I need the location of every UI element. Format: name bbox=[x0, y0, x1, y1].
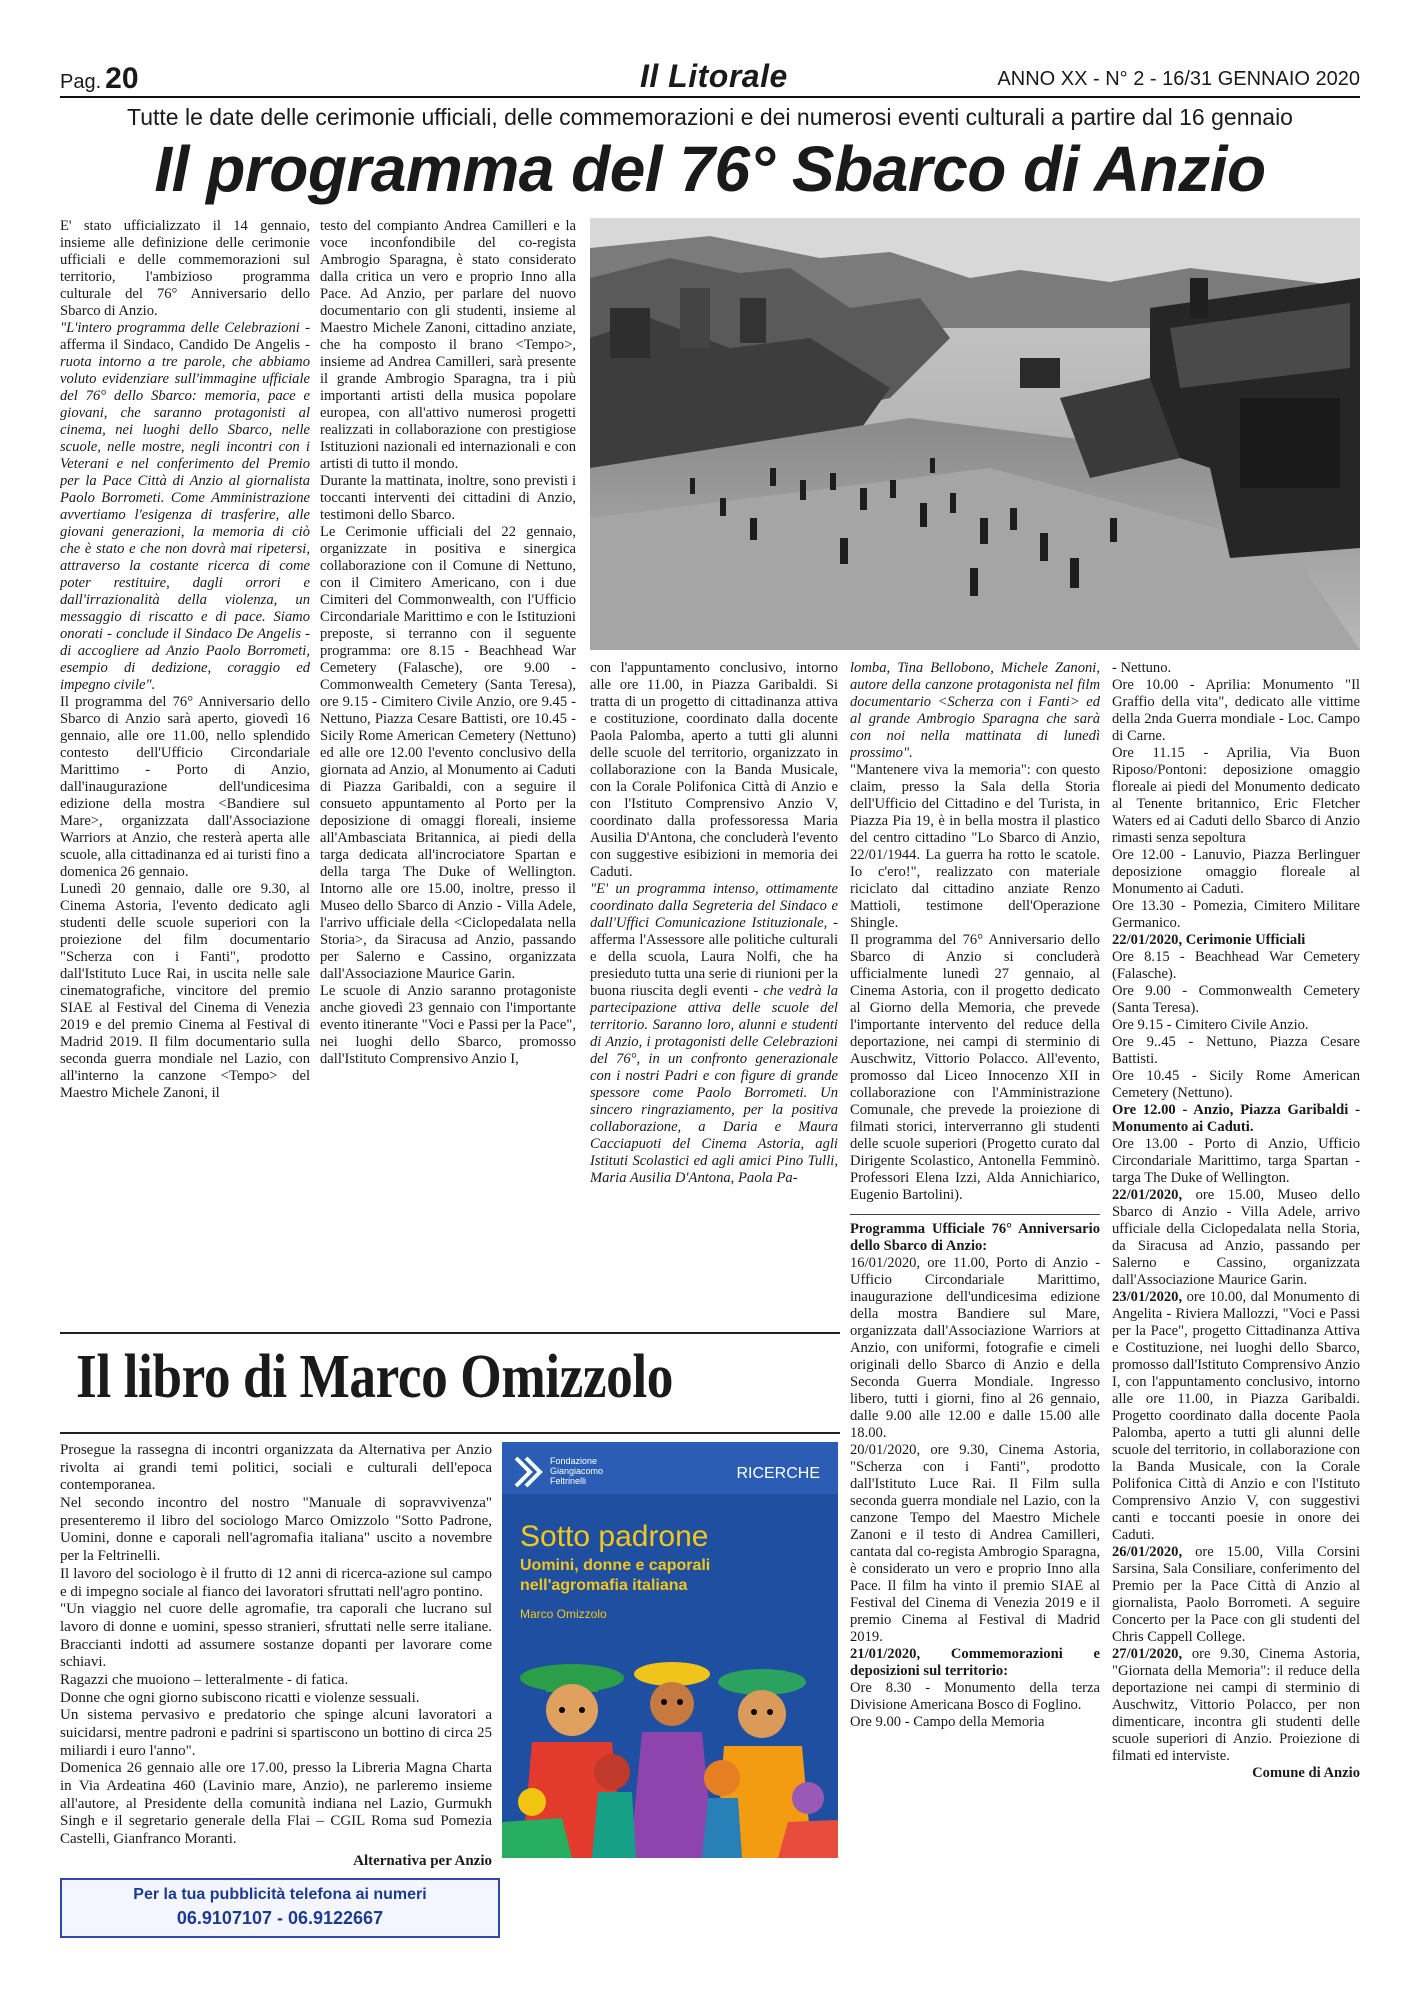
article-headline: Il programma del 76° Sbarco di Anzio bbox=[154, 133, 1266, 205]
paragraph: Durante la mattinata, inoltre, sono previsti i toccanti interventi dei cittadini di Anzio, testimoni dello Sbarco. bbox=[320, 473, 576, 523]
article-kicker: Tutte le date delle cerimonie ufficiali, delle commemorazioni e dei numerosi eventi culturali a partire dal 16 gennaio bbox=[127, 104, 1293, 130]
program-item: Ore 8.30 - Monumento della terza Divisione Americana Bosco di Foglino. bbox=[850, 1680, 1100, 1713]
article-signature: Comune di Anzio bbox=[1252, 1765, 1360, 1781]
article-column-2 bbox=[320, 218, 576, 1330]
program-item: 20/01/2020, ore 9.30, Cinema Astoria, "Scherza con i Fanti", prodotto dall'Istituto Luce Rai. Il Film sulla seconda guerra mondiale nel Lazio, con la canzone Tempo del Maestro Michele Zanoni e il testo di Andrea Camilleri, cantata dal co-regista Ambrogio Sparagna, è considerato un vero e proprio Inno alla Pace. Il film ha vinto il premio SIAE al Festival del Cinema di Venezia 2019 e il premio Cinema al Festival di Madrid 2019. bbox=[850, 1442, 1100, 1645]
program-item: - Nettuno. bbox=[1112, 660, 1172, 676]
program-item: 16/01/2020, ore 11.00, Porto di Anzio - Ufficio Circondariale Marittimo, inaugurazione dell'undicesima edizione della mostra Bandiere sul Mare, organizzata dall'Associazione Warriors at Anzio, con uniformi, fotografie e cimeli originali dello Sbarco di Anzio e della Seconda Guerra Mondiale. Ingresso libero, tutti i giorni, fino al 26 gennaio, dalle 9.00 alle 12.00 e dalle 15.00 alle 18.00. bbox=[850, 1255, 1100, 1441]
program-item: Ore 11.15 - Aprilia, Via Buon Riposo/Pontoni: deposizione omaggio floreale ai piedi del Monumento dedicato al Tenente britannico, Eric Fletcher Waters ed ai Caduti dello Sbarco di Anzio rimasti senza sepoltura bbox=[1112, 745, 1360, 846]
paragraph: Ragazzi che muoiono – letteralmente - di fatica. bbox=[60, 1671, 349, 1688]
paragraph: Le scuole di Anzio saranno protagoniste anche giovedì 23 gennaio con l'importante evento itinerante "Voci e Passi per la Pace", nei luoghi dello Sbarco, promosso dall'Istituto Comprensivo Anzio I, bbox=[320, 983, 576, 1067]
book-article bbox=[60, 1442, 492, 1871]
program-item: Ore 8.15 - Beachhead War Cemetery (Falasche). bbox=[1112, 949, 1360, 982]
program-subtitle: Ore 12.00 - Anzio, Piazza Garibaldi - Monumento ai Caduti. bbox=[1112, 1102, 1360, 1135]
cover-author: Marco Omizzolo bbox=[520, 1607, 607, 1621]
paragraph: Donne che ogni giorno subiscono ricatti e violenze sessuali. bbox=[60, 1689, 420, 1706]
quote-paragraph: "E' un programma intenso, ottimamente coordinato dalla Segreteria del Sindaco e dall'Uffici Comunicazione Istituzionale, - afferma l'Assessore alle politiche culturali e della scuola, Laura Nolfi, che ha presieduto tutta una serie di riunioni per la buona riuscita degli eventi - che vedrà la partecipazione attiva delle scuole del territorio. Saranno loro, alunni e studenti di Anzio, i protagonisti delle Celebrazioni del 76°, in un confronto generazionale con i nostri Padri e con figure di grande spessore come Paolo Borrometi. Un sincero ringraziamento, per la positiva collaborazione, a Daria e Maura Cacciapuoti del Cinema Astoria, agli Istituti Scolastici ed agli amici Pino Tulli, Maria Ausilia D'Antona, Paola Pa- bbox=[590, 881, 838, 1186]
program-item: 26/01/2020, ore 15.00, Villa Corsini Sarsina, Sala Consiliare, conferimento del Premio per la Pace Città di Anzio al giornalista, Paolo Borrometi. A seguire Concerto per la Pace con gli studenti del Chris Cappell College. bbox=[1112, 1544, 1360, 1645]
program-subtitle: 21/01/2020, Commemorazioni e deposizioni sul territorio: bbox=[850, 1646, 1100, 1679]
article-column-5 bbox=[1112, 660, 1360, 1960]
program-title: Programma Ufficiale 76° Anniversario dello Sbarco di Anzio: bbox=[850, 1221, 1100, 1254]
program-item: Ore 9.15 - Cimitero Civile Anzio. bbox=[1112, 1017, 1309, 1033]
cover-subtitle-1: Uomini, donne e caporali bbox=[520, 1557, 711, 1574]
paragraph: Domenica 26 gennaio alle ore 17.00, presso la Libreria Magna Charta in Via Ardeatina 460 (Lavinio mare, Anzio), ne parleremo insieme all'autore, al Presidente della comunità indiana nel Lazio, Gurmukh Singh e il segretario generale della Flai – CGIL Roma sud Pomezia Castelli, Gianfranco Moranti. bbox=[60, 1760, 492, 1848]
paragraph: Le Cerimonie ufficiali del 22 gennaio, organizzate in positiva e sinergica collaborazione con il Comune di Nettuno, con il Cimitero Americano, con i due Cimiteri del Commonwealth, con l'Ufficio Circondariale Marittimo e con le Istituzioni preposte, si terranno con il seguente programma: ore 8.15 - Beachhead War Cemetery (Falasche), ore 9.00 - Commonwealth Cemetery (Santa Teresa), ore 9.15 - Cimitero Civile Anzio, ore 9.45 - Nettuno, Piazza Cesare Battisti, ore 10.45 - Sicily Rome American Cemetery (Nettuno) ed alle ore 12.00 l'evento conclusivo della giornata ad Anzio, al Monumento ai Caduti di Piazza Garibaldi, con a seguire il consueto appuntamento al Porto per la deposizione di omaggi floreali, insieme all'Ambasciata Britannica, ai piedi della targa dedicata all'incrociatore Spartan e della targa The Duke of Wellington. Intorno alle ore 15.00, inoltre, presso il Museo dello Sbarco di Anzio - Villa Adele, l'arrivo ufficiale della <Ciclopedalata nella Storia>, da Siracusa ad Anzio, passando per Salerno e Cassino, organizzata dall'Associazione Maurice Garin. bbox=[320, 524, 576, 982]
divider bbox=[60, 1332, 840, 1334]
divider bbox=[60, 1432, 840, 1434]
quote-paragraph: "L'intero programma delle Celebrazioni - afferma il Sindaco, Candido De Angelis - ruota intorno a tre parole, che abbiamo voluto evidenziare sull'immagine ufficiale del 76° dello Sbarco: memoria, pace e giovani, che saranno protagonisti al cinema, nei luoghi dello Sbarco, nelle scuole, nelle mostre, negli incontri con i Veterani e nel conferimento del Premio per la Pace Città di Anzio al giornalista Paolo Borrometi. Come Amministrazione avvertiamo l'esigenza di trasferire, alle giovani generazioni, la memoria di ciò che è stato e che non dovrà mai ripetersi, attraverso la costante ricerca di come poter restituire, dagli orrori e dall'irrazionalità della violenza, un messaggio di riscatto e di pace. Siamo onorati - conclude il Sindaco De Angelis - di accogliere ad Anzio Paolo Borrometi, esempio di dedizione, coraggio ed impegno civile". bbox=[60, 320, 310, 693]
program-item: Ore 9..45 - Nettuno, Piazza Cesare Battisti. bbox=[1112, 1034, 1360, 1067]
cover-publisher-1: Fondazione bbox=[550, 1456, 598, 1466]
paragraph: testo del compianto Andrea Camilleri e la voce inconfondibile del co-regista Ambrogio Sparagna, è stato considerato dalla critica un vero e proprio Inno alla Pace. Ad Anzio, per parlare del nuovo documentario con gli studenti, insieme al Maestro Michele Zanoni, cittadino anziate, che ha composto il brano <Tempo>, insieme ad Andrea Camilleri, sarà presente il grande Ambrogio Sparagna, tra i più importanti artisti della musica popolare europea, con all'attivo numerosi progetti realizzati in collaborazione con prestigiose Istituzioni nazionali ed internazionali e con artisti di tutto il mondo. bbox=[320, 218, 576, 472]
program-item: 27/01/2020, ore 9.30, Cinema Astoria, "Giornata della Memoria": il reduce della deportazione nei campi di sterminio di Auschwitz, Vittorio Polacco, per non dimenticare, incontra gli studenti delle scuole superiori di Anzio. Proiezione di filmati ed interviste. bbox=[1112, 1646, 1360, 1764]
program-item: Ore 13.30 - Pomezia, Cimitero Militare Germanico. bbox=[1112, 898, 1360, 931]
landing-photo-illustration bbox=[590, 218, 1360, 650]
paragraph: Lunedì 20 gennaio, dalle ore 9.30, al Cinema Astoria, l'evento dedicato agli studenti delle scuole superiori con la proiezione del film documentario "Scherza con i Fanti", prodotto dall'Istituto Luce Rai, in uscita nelle sale cinematografiche, vincitore del premio SIAE al Festival del Cinema di Venezia 2019 e del premio Cinema al Festival di Madrid 2019. Il film documentario sulla seconda guerra mondiale nel Lazio, con all'interno la canzone <Tempo> del Maestro Michele Zanoni, il bbox=[60, 881, 310, 1101]
landing-photo bbox=[590, 218, 1360, 650]
program-item: Ore 12.00 - Lanuvio, Piazza Berlinguer deposizione omaggio floreale al Monumento ai Caduti. bbox=[1112, 847, 1360, 897]
paragraph: Il lavoro del sociologo è il frutto di 12 anni di ricerca-azione sul campo e di impegno sociale al fianco dei lavoratori sfruttati nell'agro pontino. bbox=[60, 1565, 492, 1600]
article-column-3 bbox=[590, 660, 838, 1328]
book-signature: Alternativa per Anzio bbox=[353, 1852, 492, 1869]
paragraph: Un sistema pervasivo e predatorio che spinge alcuni lavoratori a suicidarsi, mentre padroni e padrini si spartiscono un bottino di circa 25 miliardi i euro l'anno". bbox=[60, 1707, 492, 1759]
program-item: Ore 9.00 - Commonwealth Cemetery (Santa Teresa). bbox=[1112, 983, 1360, 1016]
program-item: Ore 13.00 - Porto di Anzio, Ufficio Circondariale Marittimo, targa Spartan - targa The Duke of Wellington. bbox=[1112, 1136, 1360, 1186]
cover-title: Sotto padrone bbox=[520, 1520, 709, 1553]
paragraph: Il programma del 76° Anniversario dello Sbarco di Anzio si concluderà ufficialmente lunedì 27 gennaio, al Cinema Astoria, con il progetto dedicato al Giorno della Memoria, che prevede l'importante intervento del reduce della deportazione, nei campi di sterminio di Auschwitz, Vittorio Polacco. All'evento, promosso dal Liceo Innocenzo XII in collaborazione con l'Amministrazione Comunale, che prevede la proiezione di filmati storici, interverranno gli studenti delle scuole superiori (Progetto curato dal Dirigente Scolastico, Antonella Femminò. Professori Elena Izzi, Alda Annichiarico, Eugenio Bartolini). bbox=[850, 932, 1100, 1203]
paragraph: Nel secondo incontro del nostro "Manuale di sopravvivenza" presenteremo il libro del sociologo Marco Omizzolo "Sotto Padrone, Uomini, donne e caporali nell'agromafia italiana" uscito a novembre per la Feltrinelli. bbox=[60, 1495, 492, 1565]
paragraph: "Mantenere viva la memoria": con questo claim, presso la Sala della Storia dell'Ufficio del Cittadino e del Turista, in Piazza Pia 19, è in bella mostra il plastico del centro cittadino "Lo Sbarco di Anzio, 22/01/1944. La guerra ha rotto le scatole. Io c'ero!", realizzato con materiale riciclato dal cittadino anziate Renzo Mattioli, testimone dell'Operazione Shingle. bbox=[850, 762, 1100, 931]
program-item: 22/01/2020, ore 15.00, Museo dello Sbarco di Anzio - Villa Adele, arrivo ufficiale della Ciclopedalata nella Storia, da Siracusa ad Anzio, passando per Salerno e Cassino, organizzata dall'Associazione Maurice Garin. bbox=[1112, 1187, 1360, 1288]
ad-line-1: Per la tua pubblicità telefona ai numeri bbox=[133, 1886, 427, 1903]
paragraph: "Un viaggio nel cuore delle agromafie, tra caporali che lucrano sul lavoro di donne e uomini, spesso stranieri, sfruttati nelle serre italiane. Braccianti indotti ad assumere sostanze dopanti per lavorare come schiavi. bbox=[60, 1601, 492, 1671]
program-subtitle: 22/01/2020, Cerimonie Ufficiali bbox=[1112, 932, 1306, 948]
quote-paragraph: lomba, Tina Bellobono, Michele Zanoni, autore della canzone protagonista nel film documentario <Scherza con i Fanti> ed al grande Ambrogio Sparagna che sarà con noi nella mattinata di lunedì prossimo". bbox=[850, 660, 1100, 761]
cover-illustration bbox=[502, 1662, 838, 1858]
paragraph: con l'appuntamento conclusivo, intorno alle ore 11.00, in Piazza Garibaldi. Si tratta di un progetto di cittadinanza attiva e costituzione, coordinato dalla docente Paola Palomba, aperto a tutti gli alunni delle scuole del territorio, organizzato in collaborazione con la Banda Musicale, con la Corale Polifonica Città di Anzio e con l'Istituto Comprensivo Anzio V, coordinato dalla professoressa Maria Ausilia D'Antona, che concluderà l'evento con suggestive esibizioni in memoria dei Caduti. bbox=[590, 660, 838, 880]
advertising-box bbox=[60, 1878, 500, 1938]
cover-subtitle-2: nell'agromafia italiana bbox=[520, 1577, 688, 1594]
book-headline: Il libro di Marco Omizzolo bbox=[76, 1343, 674, 1411]
article-column-4 bbox=[850, 660, 1100, 1950]
paragraph: Prosegue la rassegna di incontri organizzata da Alternativa per Anzio rivolta ai grandi temi politici, sociali e culturali dell'epoca contemporanea. bbox=[60, 1442, 492, 1494]
ad-phone-numbers: 06.9107107 - 06.9122667 bbox=[176, 1907, 384, 1928]
paragraph: E' stato ufficializzato il 14 gennaio, insieme alle definizione delle cerimonie ufficiali e delle commemorazioni sul territorio, l'ambizioso programma culturale del 76° Anniversario dello Sbarco di Anzio. bbox=[60, 218, 310, 319]
masthead: Il Litorale bbox=[640, 58, 788, 94]
cover-publisher-3: Feltrinelli bbox=[550, 1476, 587, 1486]
official-program-box bbox=[850, 1214, 1100, 1731]
cover-series: RICERCHE bbox=[736, 1465, 820, 1482]
program-item: Ore 10.00 - Aprilia: Monumento "Il Graffio della vita", dedicato alle vittime della 2nda Guerra mondiale - Loc. Campo di Carne. bbox=[1112, 677, 1360, 744]
program-item: Ore 10.45 - Sicily Rome American Cemetery (Nettuno). bbox=[1112, 1068, 1360, 1101]
program-item: Ore 9.00 - Campo della Memoria bbox=[850, 1714, 1045, 1730]
article-column-1 bbox=[60, 218, 310, 1330]
paragraph: Il programma del 76° Anniversario dello Sbarco di Anzio sarà aperto, giovedì 16 gennaio, alle ore 11.00, nello splendido contesto dell'Ufficio Circondariale Marittimo - Porto di Anzio, dall'inaugurazione dell'undicesima edizione della mostra <Bandiere sul Mare>, organizzata dall'Associazione Warriors at Anzio, che resterà aperta alle scuole, alla cittadinanza ed ai turisti fino a domenica 26 gennaio. bbox=[60, 694, 310, 880]
program-item: 23/01/2020, ore 10.00, dal Monumento di Angelita - Riviera Mallozzi, "Voci e Passi per la Pace", progetto Cittadinanza Attiva e Costituzione, nei luoghi dello Sbarco, promosso dall'Istituto Comprensivo Anzio I, con l'appuntamento conclusivo, intorno alle ore 11.00, in Piazza Garibaldi. Progetto coordinato dalla docente Paola Palomba, aperto a tutti gli alunni delle scuole del territorio, in collaborazione con la Banda Musicale, con la Corale Polifonica Città di Anzio e con l'Istituto Comprensivo Anzio V, con suggestivi canti e toccanti poesie in onore dei Caduti. bbox=[1112, 1289, 1360, 1543]
page-number: 20 bbox=[105, 62, 139, 95]
book-cover-art bbox=[502, 1442, 838, 1858]
book-cover bbox=[502, 1442, 838, 1858]
issue-info: ANNO XX - N° 2 - 16/31 GENNAIO 2020 bbox=[997, 68, 1360, 90]
cover-publisher-2: Giangiacomo bbox=[550, 1466, 604, 1476]
page-header bbox=[60, 58, 1360, 98]
page-number-label: Pag. 20 bbox=[60, 62, 139, 95]
